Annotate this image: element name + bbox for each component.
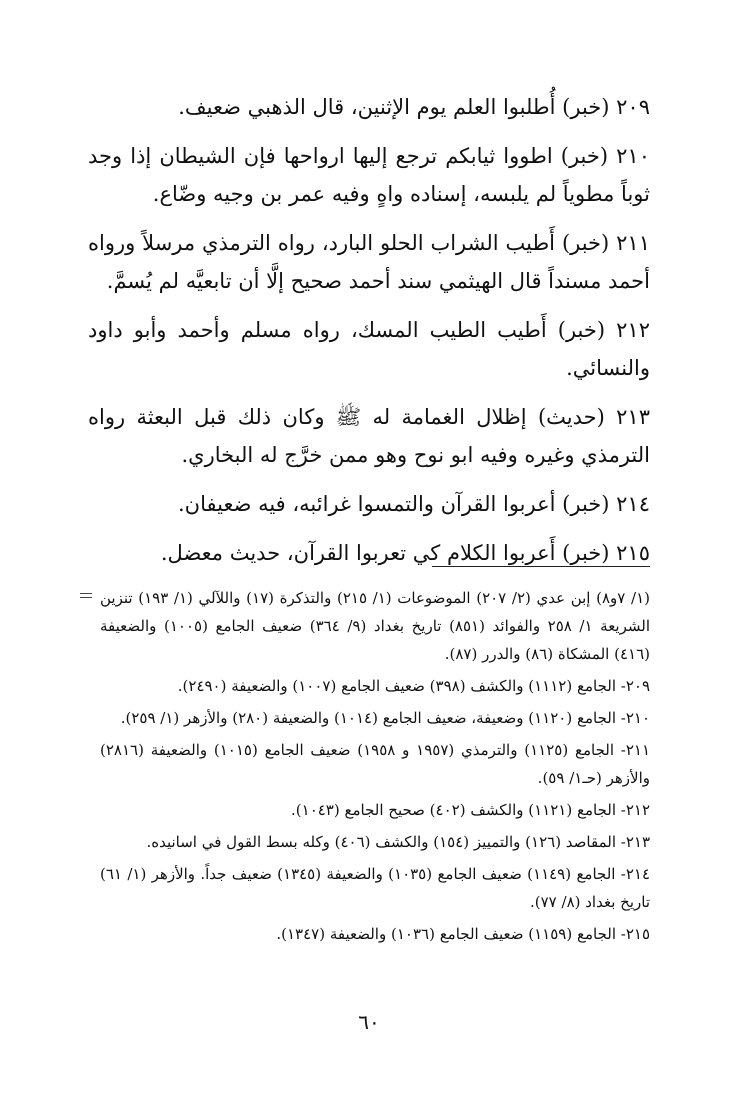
entry-number: ٢١١	[616, 231, 650, 255]
entry-text: أَطيب الشراب الحلو البارد، رواه الترمذي مرسلاً ورواه أحمد مسنداً قال الهيثمي سند أحمد صحيح إلَّا أن تابعيَّه لم يُسمَّ.	[88, 231, 650, 293]
entry-tag: (خبر)	[557, 318, 606, 342]
footnote-209: ٢٠٩- الجامع (١١١٢) والكشف (٣٩٨) ضعيف الجامع (١٠٠٧) والضعيفة (٢٤٩٠).	[177, 677, 650, 695]
entry-number: ٢١٢	[616, 318, 650, 342]
entry-tag: (خبر)	[560, 144, 609, 168]
footnote-210: ٢١٠- الجامع (١١٢٠) وضعيفة، ضعيف الجامع (١٠١٤) والضعيفة (٢٨٠) والأزهر (١/ ٢٥٩).	[120, 709, 650, 727]
entry-text: أَطيب الطيب المسك، رواه مسلم وأحمد وأبو داود والنسائي.	[88, 318, 650, 380]
entry-number: ٢١٣	[616, 405, 650, 429]
footnote-general: (١/ ٧و٨) إبن عدي (٢/ ٢٠٧) الموضوعات (١/ ٢١٥) والتذكرة (١٧) واللآلي (١/ ١٩٣) تنزين الشريعة ١/ ٢٥٨ والفوائد (٨٥١) تاريخ بغداد (٩/ ٣٦٤) ضعيف الجامع (١٠٠٥) والضعيفة (٤١٦) المشكاة (٨٦) والدرر (٨٧).	[100, 589, 650, 663]
entry-213	[88, 398, 650, 474]
entry-tag: (حديث)	[537, 405, 605, 429]
margin-mark	[80, 593, 92, 594]
entry-210	[88, 137, 650, 213]
entry-tag: (خبر)	[562, 492, 610, 516]
footnote-215: ٢١٥- الجامع (١١٥٩) ضعيف الجامع (١٠٣٦) والضعيفة (١٣٤٧).	[276, 925, 650, 943]
entry-text: أُطلبوا العلم يوم الإثنين، قال الذهبي ضعيف.	[178, 95, 556, 119]
footnote-213: ٢١٣- المقاصد (١٢٦) والتمييز (١٥٤) والكشف (٤٠٦) وكله بسط القول في اسانيده.	[146, 833, 650, 851]
entry-tag: (خبر)	[562, 541, 610, 565]
entry-tag: (خبر)	[561, 231, 610, 255]
entry-text: اطووا ثيابكم ترجع إليها ارواحها فإن الشيطان إذا وجد ثوباً مطوياً لم يلبسه، إسناده واهٍ وفيه عمر بن وجيه وضّاع.	[88, 144, 650, 206]
entry-tag: (خبر)	[562, 95, 610, 119]
page-number: ٦٠	[358, 1010, 380, 1034]
footnote-separator	[432, 566, 650, 567]
footnote-211: ٢١١- الجامع (١١٢٥) والترمذي (١٩٥٧ و ١٩٥٨) ضعيف الجامع (١٠١٥) والضعيفة (٢٨١٦) والأزهر (حـ١/ ٥٩).	[100, 741, 651, 787]
entry-text: أعربوا القرآن والتمسوا غرائبه، فيه ضعيفان.	[177, 492, 556, 516]
entry-number: ٢١٠	[616, 144, 650, 168]
entry-211	[88, 224, 650, 300]
entry-214	[88, 485, 650, 523]
footnote-214: ٢١٤- الجامع (١١٤٩) ضعيف الجامع (١٠٣٥) والضعيفة (١٣٤٥) ضعيف جداً. والأزهر (١/ ٦١) تاريخ بغداد (٨/ ٧٧).	[100, 865, 651, 911]
hadith-entries	[88, 88, 650, 583]
footnotes	[100, 584, 650, 952]
entry-number: ٢٠٩	[616, 95, 650, 119]
entry-number: ٢١٤	[616, 492, 650, 516]
entry-text: أَعربوا الكلام كي تعربوا القرآن، حديث معضل.	[160, 541, 556, 565]
footnote-212: ٢١٢- الجامع (١١٢١) والكشف (٤٠٢) صحيح الجامع (١٠٤٣).	[291, 801, 650, 819]
entry-209	[88, 88, 650, 126]
entry-212	[88, 311, 650, 387]
margin-mark	[80, 597, 92, 598]
entry-number: ٢١٥	[616, 541, 650, 565]
entry-text: إظلال الغمامة له ﷺ وكان ذلك قبل البعثة رواه الترمذي وغيره وفيه ابو نوح وهو ممن خرَّج له البخاري.	[88, 405, 650, 467]
